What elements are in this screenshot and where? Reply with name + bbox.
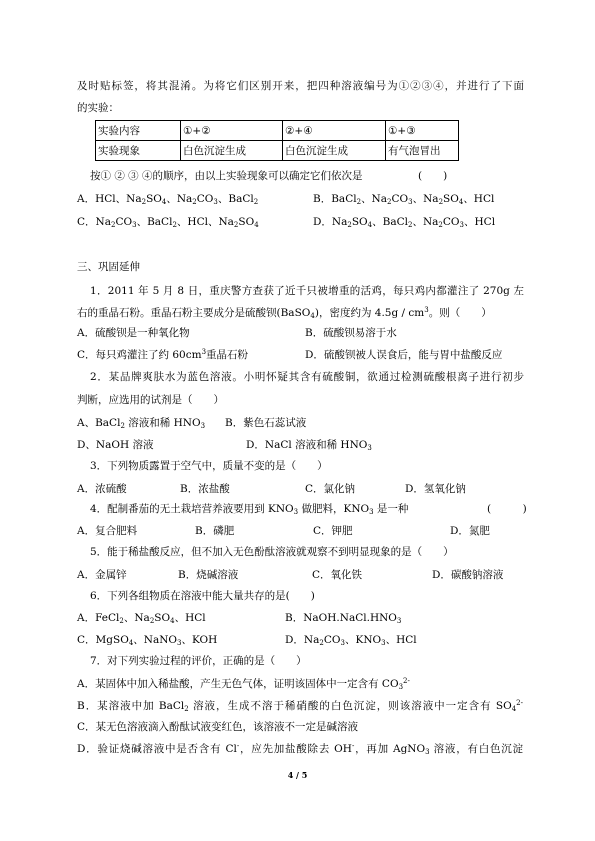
text-run: A．FeCl xyxy=(77,612,120,624)
subscript: 3 xyxy=(200,422,206,430)
table-cell: 实验内容 xyxy=(96,121,181,141)
table-row xyxy=(96,141,459,161)
option-b: B．紫色石蕊试液 xyxy=(225,417,307,429)
text-run: )，密度约为 4.5g / cm xyxy=(314,307,425,319)
question-prompt: 按① ② ③ ④的顺序，由以上实验现象可以确定它们依次是 xyxy=(90,170,363,182)
subscript: 2 xyxy=(141,198,147,206)
option-d xyxy=(246,437,372,453)
answer-blank: ( ) xyxy=(418,170,448,182)
subscript: 2 xyxy=(408,221,413,229)
subscript: 2 xyxy=(149,617,155,625)
subscript: 3 xyxy=(425,748,430,756)
text-run: 重晶石粉 xyxy=(206,349,249,361)
option-b: B．浓盐酸 xyxy=(180,483,230,495)
question-2-stem: 2．某品牌爽肤水为蓝色溶液。小明怀疑其含有硫酸铜，欲通过检测硫酸根离子进行初步 xyxy=(90,371,524,383)
intro-paragraph-line: 及时贴标签，将其混淆。为将它们区别开来，把四种溶液编号为①②③④，并进行了下面 xyxy=(77,80,524,92)
text-run: 溶液，生成不溶于稀硝酸的白色沉淀，则该溶液中一定含有 SO xyxy=(188,700,512,712)
text-run: SO xyxy=(351,216,368,228)
subscript: 2 xyxy=(110,221,116,229)
text-run: CO xyxy=(196,193,214,205)
option-a: A．浓硫酸 xyxy=(77,483,127,495)
text-run: ，再加 AgNO xyxy=(354,743,426,755)
text-run: D．验证烧碱溶液中是否含有 Cl xyxy=(77,743,237,755)
subscript: 2 xyxy=(387,198,392,206)
text-run: CO xyxy=(442,216,460,228)
subscript: 4 xyxy=(254,221,259,229)
subscript: 4 xyxy=(128,639,134,647)
question-3-stem: 3．下列物质露置于空气中，质量不变的是（ ） xyxy=(90,460,328,472)
text-run: CO xyxy=(323,634,341,646)
text-run: 4．配制番茄的无土栽培营养液要用到 KNO xyxy=(90,503,294,515)
subscript: 3 xyxy=(459,221,465,229)
subscript: 2 xyxy=(253,198,259,206)
option-d: D．氮肥 xyxy=(450,525,490,537)
subscript: 3 xyxy=(367,444,372,452)
subscript: 2 xyxy=(184,705,189,713)
experiment-table xyxy=(95,120,459,161)
text-run: CO xyxy=(391,193,409,205)
option-b: B．烧碱溶液 xyxy=(178,569,239,581)
text-run: 、Na xyxy=(166,193,193,205)
subscript: 4 xyxy=(170,617,175,625)
question-1-stem xyxy=(77,305,492,321)
table-cell: ①+③ xyxy=(386,121,459,141)
subscript: 2 xyxy=(120,422,125,430)
text-run: 右的重晶石粉。重晶石粉主要成分是硫酸钡(BaSO xyxy=(77,307,311,319)
subscript: 2 xyxy=(356,198,362,206)
text-run: ，应先加盐酸除去 OH xyxy=(239,743,352,755)
option-a xyxy=(77,415,205,431)
subscript: 4 xyxy=(161,198,167,206)
subscript: 2 xyxy=(192,198,197,206)
text-run: SO xyxy=(146,193,162,205)
subscript: 4 xyxy=(367,221,373,229)
table-header-row xyxy=(96,121,459,141)
option-c: D、NaOH 溶液 xyxy=(77,439,154,451)
question-7-stem: 7．对下列实验过程的评价，正确的是（ ） xyxy=(90,655,307,667)
subscript: 2 xyxy=(319,639,324,647)
superscript: 2- xyxy=(403,677,410,685)
option-c xyxy=(77,214,259,230)
text-run: D．NaCl 溶液和稀 HNO xyxy=(246,439,368,451)
subscript: 3 xyxy=(213,198,218,206)
subscript: 4 xyxy=(458,198,464,206)
option-c: C．氯化钠 xyxy=(305,483,356,495)
option-b xyxy=(285,610,401,626)
text-run: 做肥料，KNO xyxy=(298,503,370,515)
table-cell: ②+④ xyxy=(283,121,386,141)
text-run: B．某溶液中加 BaCl xyxy=(77,700,185,712)
text-run: 、Na xyxy=(361,193,388,205)
text-run: C．MgSO xyxy=(77,634,129,646)
table-cell: ①+② xyxy=(181,121,283,141)
subscript: 3 xyxy=(398,683,404,691)
text-run: 、BaCl xyxy=(136,216,173,228)
subscript: 4 xyxy=(310,312,315,320)
option-a: A．硫酸钡是一种氧化物 xyxy=(77,327,190,339)
text-run: CO xyxy=(115,216,133,228)
text-run: SO xyxy=(154,612,171,624)
table-cell: 实验现象 xyxy=(96,141,181,161)
option-c: C．某无色溶液滴入酚酞试液变红色，该溶液不一定是碱溶液 xyxy=(77,721,359,733)
option-d xyxy=(77,741,523,757)
text-run: 、HCl xyxy=(463,193,495,205)
subscript: 3 xyxy=(340,639,345,647)
superscript: - xyxy=(236,742,240,750)
option-b: B．硫酸钡易溶于水 xyxy=(305,327,397,339)
text-run: A、BaCl xyxy=(77,417,121,429)
text-run: B．NaOH.NaCl.HNO xyxy=(285,612,397,624)
subscript: 3 xyxy=(381,639,386,647)
superscript: - xyxy=(351,742,355,750)
option-c xyxy=(77,632,217,648)
text-run: 、NaNO xyxy=(133,634,178,646)
text-run: 、KOH xyxy=(181,634,218,646)
question-4-stem xyxy=(90,501,408,517)
text-run: 、KNO xyxy=(344,634,382,646)
text-run: 溶液和稀 HNO xyxy=(124,417,201,429)
option-a xyxy=(77,676,410,692)
option-d: D．氢氧化钠 xyxy=(405,483,466,495)
option-a xyxy=(77,610,206,626)
intro-paragraph-line: 的实验： xyxy=(77,102,119,114)
question-6-stem: 6．下列各组物质在溶液中能大量共存的是( ) xyxy=(90,590,315,602)
subscript: 3 xyxy=(408,198,413,206)
subscript: 2 xyxy=(438,198,444,206)
option-a: A．复合肥料 xyxy=(77,525,138,537)
text-run: 、HCl xyxy=(385,634,417,646)
table-cell: 白色沉淀生成 xyxy=(181,141,283,161)
text-run: 、BaCl xyxy=(217,193,254,205)
text-run: 、Na xyxy=(412,216,439,228)
text-run: A．HCl、Na xyxy=(77,193,142,205)
subscript: 2 xyxy=(119,617,124,625)
text-run: SO xyxy=(238,216,255,228)
text-run: 、HCl、Na xyxy=(176,216,234,228)
subscript: 3 xyxy=(132,221,137,229)
option-a xyxy=(77,191,258,207)
superscript: 3 xyxy=(424,306,429,314)
subscript: 3 xyxy=(293,508,299,516)
section-title: 三、巩固延伸 xyxy=(77,261,140,273)
subscript: 3 xyxy=(177,639,182,647)
option-c: C．氧化铁 xyxy=(312,569,363,581)
text-run: 、Na xyxy=(412,193,439,205)
option-a: A．金属锌 xyxy=(77,569,127,581)
text-run: SO xyxy=(443,193,459,205)
text-run: D．Na xyxy=(285,634,320,646)
text-run: C．Na xyxy=(77,216,111,228)
table-cell: 白色沉淀生成 xyxy=(283,141,386,161)
page-number: 4 / 5 xyxy=(287,770,308,780)
option-d xyxy=(313,214,495,230)
subscript: 4 xyxy=(511,705,517,713)
subscript: 3 xyxy=(396,617,402,625)
text-run: 。则（ ） xyxy=(428,307,492,319)
text-run: 溶液，有白色沉淀 xyxy=(429,743,524,755)
option-d: D．硫酸钡被人误食后，能与胃中盐酸反应 xyxy=(305,349,503,361)
subscript: 2 xyxy=(438,221,443,229)
question-1-stem: 1．2011 年 5 月 8 日，重庆警方查获了近千只被增重的活鸡，每只鸡内都灌注了 270g 左 xyxy=(90,285,524,297)
text-run: 、Na xyxy=(123,612,150,624)
answer-blank: ( ) xyxy=(487,503,527,515)
text-run: 、BaCl xyxy=(372,216,408,228)
text-run: 、HCl xyxy=(464,216,496,228)
text-run: 是一种 xyxy=(373,503,409,515)
option-b xyxy=(77,698,523,714)
option-d xyxy=(285,632,417,648)
text-run: A．某固体中加入稀盐酸，产生无色气体，证明该固体中一定含有 CO xyxy=(77,678,399,690)
question-2-stem: 判断，应选用的试剂是（ ） xyxy=(77,394,224,406)
superscript: 3 xyxy=(201,348,207,356)
subscript: 2 xyxy=(347,221,352,229)
text-run: C．每只鸡灌注了约 60cm xyxy=(77,349,202,361)
text-run: B．BaCl xyxy=(313,193,357,205)
table-cell: 有气泡冒出 xyxy=(386,141,459,161)
text-run: 、HCl xyxy=(174,612,206,624)
subscript: 2 xyxy=(233,221,239,229)
question-5-stem: 5．能于稀盐酸反应，但不加入无色酚酞溶液就观察不到明显现象的是（ ） xyxy=(90,546,454,558)
option-d: D．碳酸钠溶液 xyxy=(432,569,504,581)
option-c xyxy=(77,347,248,363)
option-c: C．钾肥 xyxy=(313,525,353,537)
option-b: B．磷肥 xyxy=(195,525,235,537)
option-b xyxy=(313,191,494,207)
text-run: D．Na xyxy=(313,216,348,228)
superscript: 2- xyxy=(516,699,523,707)
subscript: 2 xyxy=(172,221,177,229)
subscript: 3 xyxy=(369,508,374,516)
